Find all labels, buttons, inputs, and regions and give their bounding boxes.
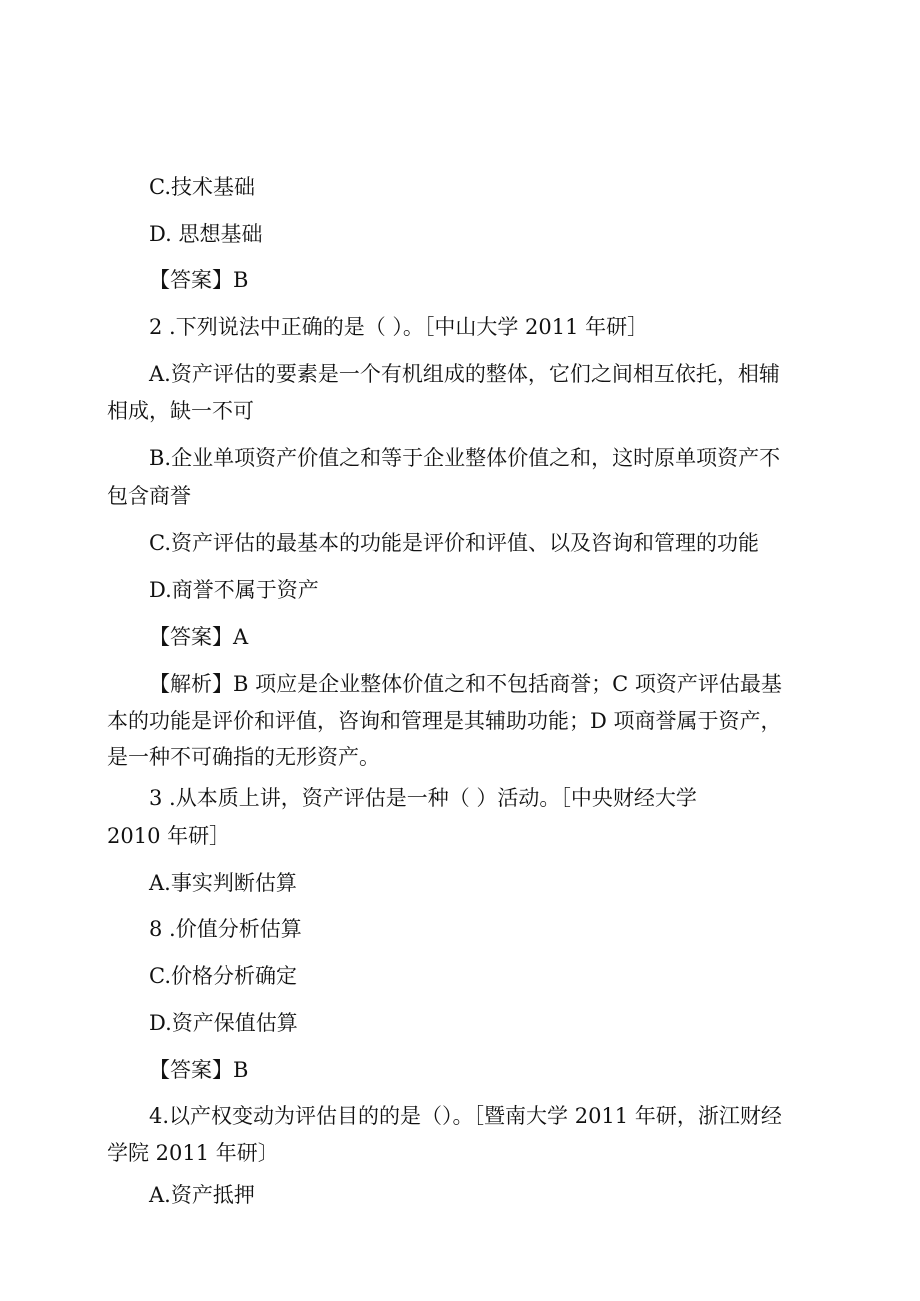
option-b-line: B.企业单项资产价值之和等于企业整体价值之和，这时原单项资产不 [149, 446, 781, 470]
option-b-line: 8 .价值分析估算 [149, 917, 302, 941]
question-2-line: 2 .下列说法中正确的是（ ）。［中山大学 2011 年研］ [149, 315, 649, 339]
option-d-line: D.商誉不属于资产 [149, 578, 319, 602]
option-a-line: A.资产评估的要素是一个有机组成的整体，它们之间相互依托，相辅 [149, 362, 780, 386]
answer-line: 【答案】B [149, 1058, 249, 1082]
option-d-line: D.资产保值估算 [149, 1011, 298, 1035]
question-4-continuation: 学院 2011 年研〕 [107, 1141, 279, 1165]
option-c-line: C.资产评估的最基本的功能是评价和评值、以及咨询和管理的功能 [149, 531, 759, 555]
analysis-continuation: 本的功能是评价和评值，咨询和管理是其辅助功能；D 项商誉属于资产， [107, 709, 782, 733]
option-a-line: A.资产抵押 [149, 1183, 255, 1207]
option-a-continuation: 相成，缺一不可 [107, 399, 254, 423]
option-c-line: C.技术基础 [149, 175, 255, 199]
answer-line: 【答案】B [149, 268, 249, 292]
option-b-continuation: 包含商誉 [107, 484, 191, 508]
answer-line: 【答案】A [149, 625, 249, 649]
question-3-line: 3 .从本质上讲，资产评估是一种（ ）活动。［中央财经大学 [149, 786, 697, 810]
analysis-line: 【解析】B 项应是企业整体价值之和不包括商誉；C 项资产评估最基 [149, 672, 782, 696]
question-3-continuation: 2010 年研］ [107, 824, 231, 848]
option-c-line: C.价格分析确定 [149, 964, 297, 988]
option-d-line: D. 思想基础 [149, 222, 263, 246]
option-a-line: A.事实判断估算 [149, 871, 297, 895]
question-4-line: 4.以产权变动为评估目的的是（）。［暨南大学 2011 年研，浙江财经 [149, 1104, 782, 1128]
analysis-continuation: 是一种不可确指的无形资产。 [107, 745, 380, 769]
